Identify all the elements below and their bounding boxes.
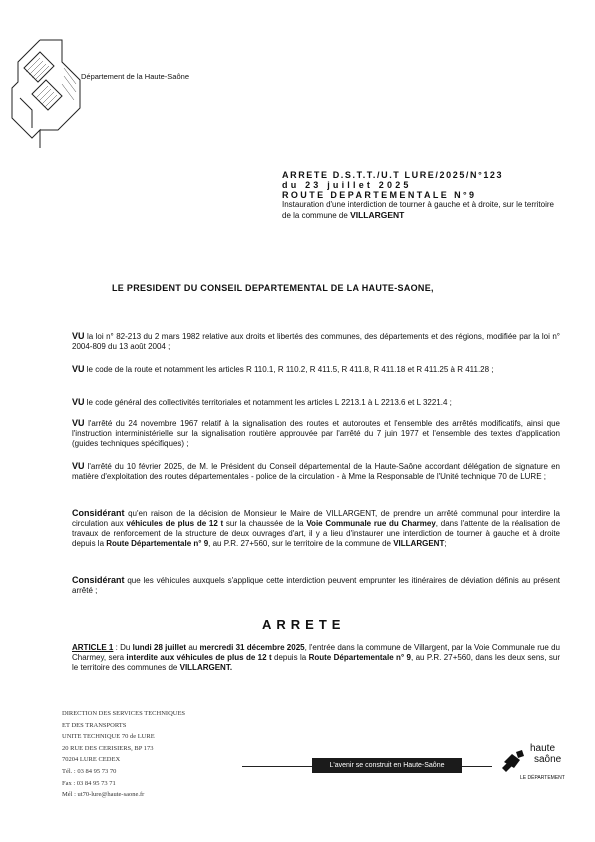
decree-commune: VILLARGENT <box>350 210 405 220</box>
decree-reference: ARRETE D.S.T.T./U.T LURE/2025/N°123 <box>282 170 504 180</box>
article-date-end: mercredi 31 décembre 2025 <box>199 643 305 652</box>
clause-text: , dans l'attente de la réalisation de travaux de renforcement de la structure de deux ouvrages d'art, il y a lieu d'instaurer une interdiction de tourner à gauche et à droite depuis la <box>72 519 561 548</box>
address-line: 70204 LURE CEDEX <box>62 756 121 764</box>
article-date-start: lundi 28 juillet <box>132 643 187 652</box>
clause-text: que les véhicules auxquels s'applique cette interdiction peuvent emprunter les itinéraires de déviation définis au présent arrêté ; <box>72 576 560 595</box>
clause-keyword: VU <box>72 397 85 407</box>
clause-text: sur la chaussée de la <box>223 519 307 528</box>
footer-slogan: L'avenir se construit en Haute-Saône <box>312 758 462 773</box>
address-line: DIRECTION DES SERVICES TECHNIQUES <box>62 710 186 717</box>
haute-saone-logo <box>500 744 582 784</box>
article-bold: Route Départementale n° 9 <box>308 653 411 662</box>
footer-address <box>62 708 185 801</box>
address-line: Fax : 03 84 95 73 71 <box>62 779 116 787</box>
clause-vu-1 <box>72 331 560 352</box>
decree-date: du 23 juillet 2025 <box>282 180 412 190</box>
logo-word-haute: haute <box>530 743 556 754</box>
address-line: 20 RUE DES CERISIERS, BP 173 <box>62 744 154 752</box>
president-heading: LE PRESIDENT DU CONSEIL DEPARTEMENTAL DE LA HAUTE-SAONE, <box>112 283 434 293</box>
article-bold: interdite aux véhicules de plus de 12 t <box>126 653 272 662</box>
clause-text: le code de la route et notamment les articles R 110.1, R 110.2, R 411.5, R 411.8, R 411.18 et R 411.25 à R 411.28 ; <box>86 365 494 374</box>
logo-subtitle: LE DÉPARTEMENT <box>520 775 565 781</box>
clause-text: l'arrêté du 10 février 2025, de M. le Président du Conseil départemental de la Haute-Saône accordant délégation de signature en matière d'exploitation des routes départementales - police de la circulation - à Mme la Responsable de l'Unité technique 70 de LURE ; <box>72 462 560 481</box>
clause-bold: Route Départementale n° 9 <box>106 539 209 548</box>
department-label: Département de la Haute-Saône <box>81 72 189 81</box>
article-text: : Du <box>113 643 133 652</box>
clause-vu-2 <box>72 364 560 375</box>
article-text: , l'entrée dans la commune de Villargent, par la Voie Communale rue du Charmey, sera <box>72 643 560 662</box>
clause-text: le code général des collectivités territoriales et notamment les articles L 2213.1 à L 2213.6 et L 3221.4 ; <box>86 398 452 407</box>
clause-keyword: Considérant <box>72 508 125 518</box>
decree-title-block <box>282 170 554 221</box>
article-1 <box>72 643 560 673</box>
clause-bold: VILLARGENT <box>393 539 445 548</box>
article-bold: VILLARGENT. <box>179 663 233 672</box>
article-text: , au P.R. 27+560, dans les deux sens, sur le territoire des communes de <box>72 653 561 672</box>
clause-considerant-2 <box>72 575 560 596</box>
clause-vu-3 <box>72 397 560 408</box>
clause-text: l'arrêté du 24 novembre 1967 relatif à la signalisation des routes et autoroutes et l'ensemble des arrêtés modificatifs, ainsi que l'instruction interministérielle sur la signalisation routière approuvée par l'arrêté du 7 juin 1977 et l'ensemble des textes d'application (guides techniques spécifiques) ; <box>72 419 560 448</box>
department-emblem-logo <box>10 38 82 150</box>
clause-bold: véhicules de plus de 12 t <box>126 519 224 528</box>
clause-bold: Voie Communale rue du Charmey <box>306 519 436 528</box>
article-label: ARTICLE 1 <box>72 643 114 652</box>
clause-keyword: Considérant <box>72 575 125 585</box>
clause-vu-5 <box>72 461 560 482</box>
haute-saone-emblem-icon <box>500 748 526 774</box>
arrete-heading: ARRETE <box>262 617 346 632</box>
article-text: depuis la <box>271 653 309 662</box>
clause-keyword: VU <box>72 331 85 341</box>
decree-description-text: Instauration d'une interdiction de tourner à gauche et à droite, sur le territoire de la commune de <box>282 200 554 220</box>
address-line: ET DES TRANSPORTS <box>62 721 127 729</box>
clause-text: , au P.R. 27+560, sur le territoire de la commune de <box>208 539 394 548</box>
clause-keyword: VU <box>72 418 85 428</box>
clause-text: ; <box>444 539 447 548</box>
address-line: UNITE TECHNIQUE 70 de LURE <box>62 733 155 741</box>
clause-keyword: VU <box>72 461 85 471</box>
clause-considerant-1 <box>72 508 560 549</box>
clause-vu-4 <box>72 418 560 449</box>
decree-road: ROUTE DEPARTEMENTALE N°9 <box>282 190 477 200</box>
decree-description <box>282 200 554 221</box>
clause-text: qu'en raison de la décision de Monsieur le Maire de VILLARGENT, de prendre un arrêté communal pour interdire la circulation aux <box>72 509 560 528</box>
clause-text: la loi n° 82-213 du 2 mars 1982 relative aux droits et libertés des communes, des départements et des régions, modifiée par la loi n° 2004-809 du 13 août 2004 ; <box>72 332 560 351</box>
article-text: au <box>186 643 200 652</box>
address-line: Mél : ut70-lure@haute-saone.fr <box>62 791 145 799</box>
address-line: Tél. : 03 84 95 73 70 <box>62 767 117 775</box>
clause-keyword: VU <box>72 364 85 374</box>
logo-word-saone: saône <box>534 754 562 765</box>
